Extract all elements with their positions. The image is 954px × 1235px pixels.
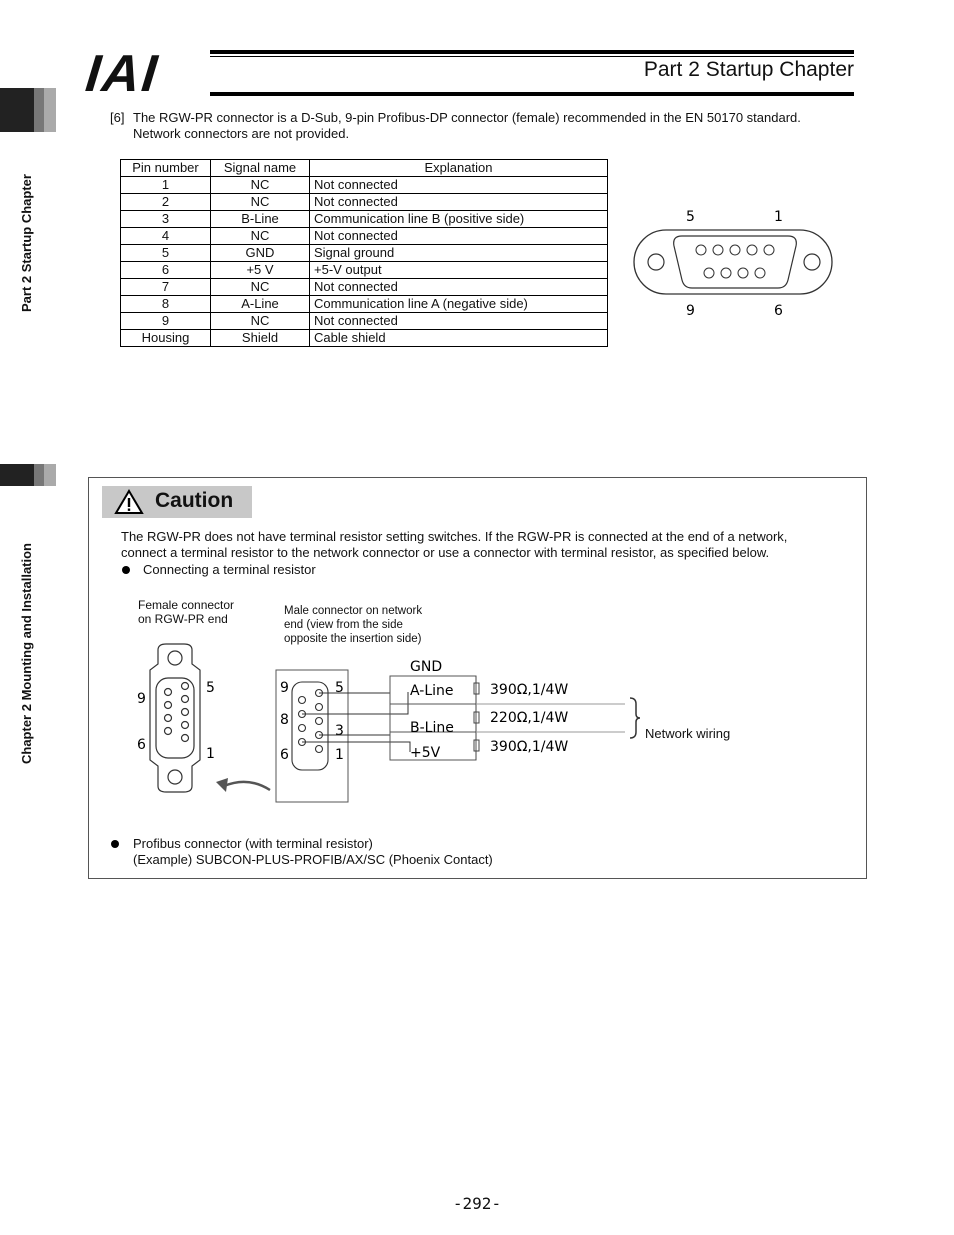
- a-line-label: A-Line: [410, 683, 454, 699]
- header-signal-name: Signal name: [211, 160, 310, 177]
- table-row: [121, 279, 608, 296]
- table-row: [121, 245, 608, 262]
- explanation-cell: Not connected: [310, 177, 608, 194]
- male-pin-3: 3: [335, 723, 344, 739]
- pin-label-6: 6: [774, 303, 783, 319]
- warning-icon: [114, 489, 144, 515]
- female-pin-6: 6: [137, 737, 146, 753]
- mount-hole-left: [648, 254, 664, 270]
- network-wiring-label: Network wiring: [645, 726, 731, 741]
- male-label-line1: Male connector on network: [284, 605, 423, 617]
- pin-cell: 3: [121, 211, 211, 228]
- resistor-1-label: 390Ω,1/4W: [490, 682, 569, 698]
- female-label-line2: on RGW-PR end: [138, 612, 228, 626]
- header-explanation: Explanation: [310, 160, 608, 177]
- caution-paragraph: [121, 529, 851, 561]
- pin-cell: 7: [121, 279, 211, 296]
- pin-table: [120, 159, 608, 347]
- table-row: [121, 330, 608, 347]
- table-row: [121, 177, 608, 194]
- explanation-cell: Communication line B (positive side): [310, 211, 608, 228]
- pin-cell: 1: [121, 177, 211, 194]
- explanation-cell: Not connected: [310, 313, 608, 330]
- terminal-resistor-wiring-diagram: [120, 640, 760, 805]
- signal-cell: A-Line: [211, 296, 310, 313]
- pin-cell: 2: [121, 194, 211, 211]
- iai-logo: IAI: [82, 45, 162, 103]
- pin-label-9: 9: [686, 303, 695, 319]
- male-pin-1: 1: [335, 747, 344, 763]
- side-tab-bottom-light: [44, 464, 56, 486]
- side-label-chapter: Chapter 2 Mounting and Installation: [19, 543, 34, 764]
- caution-line1: The RGW-PR does not have terminal resistor setting switches. If the RGW-PR is connected at the end of a network,: [121, 529, 788, 544]
- intro-line2: Network connectors are not provided.: [133, 126, 350, 141]
- explanation-cell: Signal ground: [310, 245, 608, 262]
- male-pin-6: 6: [280, 747, 289, 763]
- pin-cell: 9: [121, 313, 211, 330]
- male-pin-5: 5: [335, 680, 344, 696]
- table-row: [121, 194, 608, 211]
- resistor-2-label: 220Ω,1/4W: [490, 710, 569, 726]
- table-row: [121, 296, 608, 313]
- header-rule-bottom: [210, 92, 854, 96]
- header-pin-number: Pin number: [121, 160, 211, 177]
- explanation-cell: Not connected: [310, 228, 608, 245]
- pin-label-5: 5: [686, 209, 695, 225]
- signal-cell: GND: [211, 245, 310, 262]
- dsub-connector-figure: [630, 200, 840, 325]
- pin-cell: 6: [121, 262, 211, 279]
- chapter-title: Part 2 Startup Chapter: [643, 58, 854, 81]
- explanation-cell: Not connected: [310, 194, 608, 211]
- female-pin-9: 9: [137, 691, 146, 707]
- pin-cell: 8: [121, 296, 211, 313]
- intro-line1: The RGW-PR connector is a D-Sub, 9-pin Profibus-DP connector (female) recommended in the EN 50170 standard.: [133, 110, 801, 125]
- male-pin-8: 8: [280, 712, 289, 728]
- male-label-line2: end (view from the side: [284, 619, 403, 631]
- signal-cell: +5 V: [211, 262, 310, 279]
- female-pin-1: 1: [206, 746, 215, 762]
- side-label-part: Part 2 Startup Chapter: [19, 174, 34, 312]
- pin-label-1: 1: [774, 209, 783, 225]
- male-label-line3: opposite the insertion side): [284, 633, 422, 645]
- female-label-line1: Female connector: [138, 598, 235, 612]
- signal-cell: NC: [211, 194, 310, 211]
- female-connector-label: [138, 598, 234, 626]
- female-connector-drawing: [150, 644, 200, 792]
- resistor-3-label: 390Ω,1/4W: [490, 739, 569, 755]
- bullet-icon: [111, 840, 119, 848]
- side-tab-bottom: [0, 464, 34, 486]
- signal-cell: B-Line: [211, 211, 310, 228]
- explanation-cell: Cable shield: [310, 330, 608, 347]
- pin-cell: 4: [121, 228, 211, 245]
- signal-cell: NC: [211, 228, 310, 245]
- bullet-profibus-connector: [133, 836, 493, 868]
- profibus-line2: (Example) SUBCON-PLUS-PROFIB/AX/SC (Phoenix Contact): [133, 852, 493, 867]
- bullet-terminal-resistor: Connecting a terminal resistor: [143, 562, 316, 577]
- signal-wires: [302, 676, 410, 752]
- header-rule-thin: [210, 56, 854, 57]
- table-header-row: [121, 160, 608, 177]
- explanation-cell: Communication line A (negative side): [310, 296, 608, 313]
- rotate-arrow-head-icon: [216, 778, 228, 792]
- pin-holes: [696, 245, 774, 278]
- side-tab-top: [0, 88, 34, 132]
- explanation-cell: +5-V output: [310, 262, 608, 279]
- profibus-line1: Profibus connector (with terminal resistor): [133, 836, 373, 851]
- mount-hole-right: [804, 254, 820, 270]
- table-row: [121, 313, 608, 330]
- signal-cell: NC: [211, 279, 310, 296]
- item-number: [6]: [110, 110, 125, 125]
- side-tab-top-mid: [34, 88, 44, 132]
- bullet-icon: [122, 566, 130, 574]
- header-rule: [210, 50, 854, 54]
- signal-cell: NC: [211, 313, 310, 330]
- page-number: -292-: [452, 1194, 502, 1213]
- signal-cell: NC: [211, 177, 310, 194]
- caution-title: Caution: [155, 489, 234, 512]
- male-connector-drawing: [292, 682, 328, 770]
- male-pin-9: 9: [280, 680, 289, 696]
- explanation-cell: Not connected: [310, 279, 608, 296]
- pin-cell: 5: [121, 245, 211, 262]
- connector-shell: [674, 236, 797, 288]
- intro-paragraph: [110, 110, 870, 142]
- signal-cell: Shield: [211, 330, 310, 347]
- pin-cell: Housing: [121, 330, 211, 347]
- gnd-label: GND: [410, 659, 443, 675]
- plus5v-label: +5V: [410, 745, 441, 761]
- side-tab-top-light: [44, 88, 56, 132]
- caution-line2: connect a terminal resistor to the network connector or use a connector with terminal resistor, as specified below.: [121, 545, 770, 560]
- table-row: [121, 228, 608, 245]
- female-pin-5: 5: [206, 680, 215, 696]
- brace-icon: [630, 698, 640, 738]
- table-row: [121, 211, 608, 228]
- table-row: [121, 262, 608, 279]
- b-line-label: B-Line: [410, 720, 454, 736]
- rotate-arrow-icon: [224, 782, 270, 790]
- side-tab-bottom-mid: [34, 464, 44, 486]
